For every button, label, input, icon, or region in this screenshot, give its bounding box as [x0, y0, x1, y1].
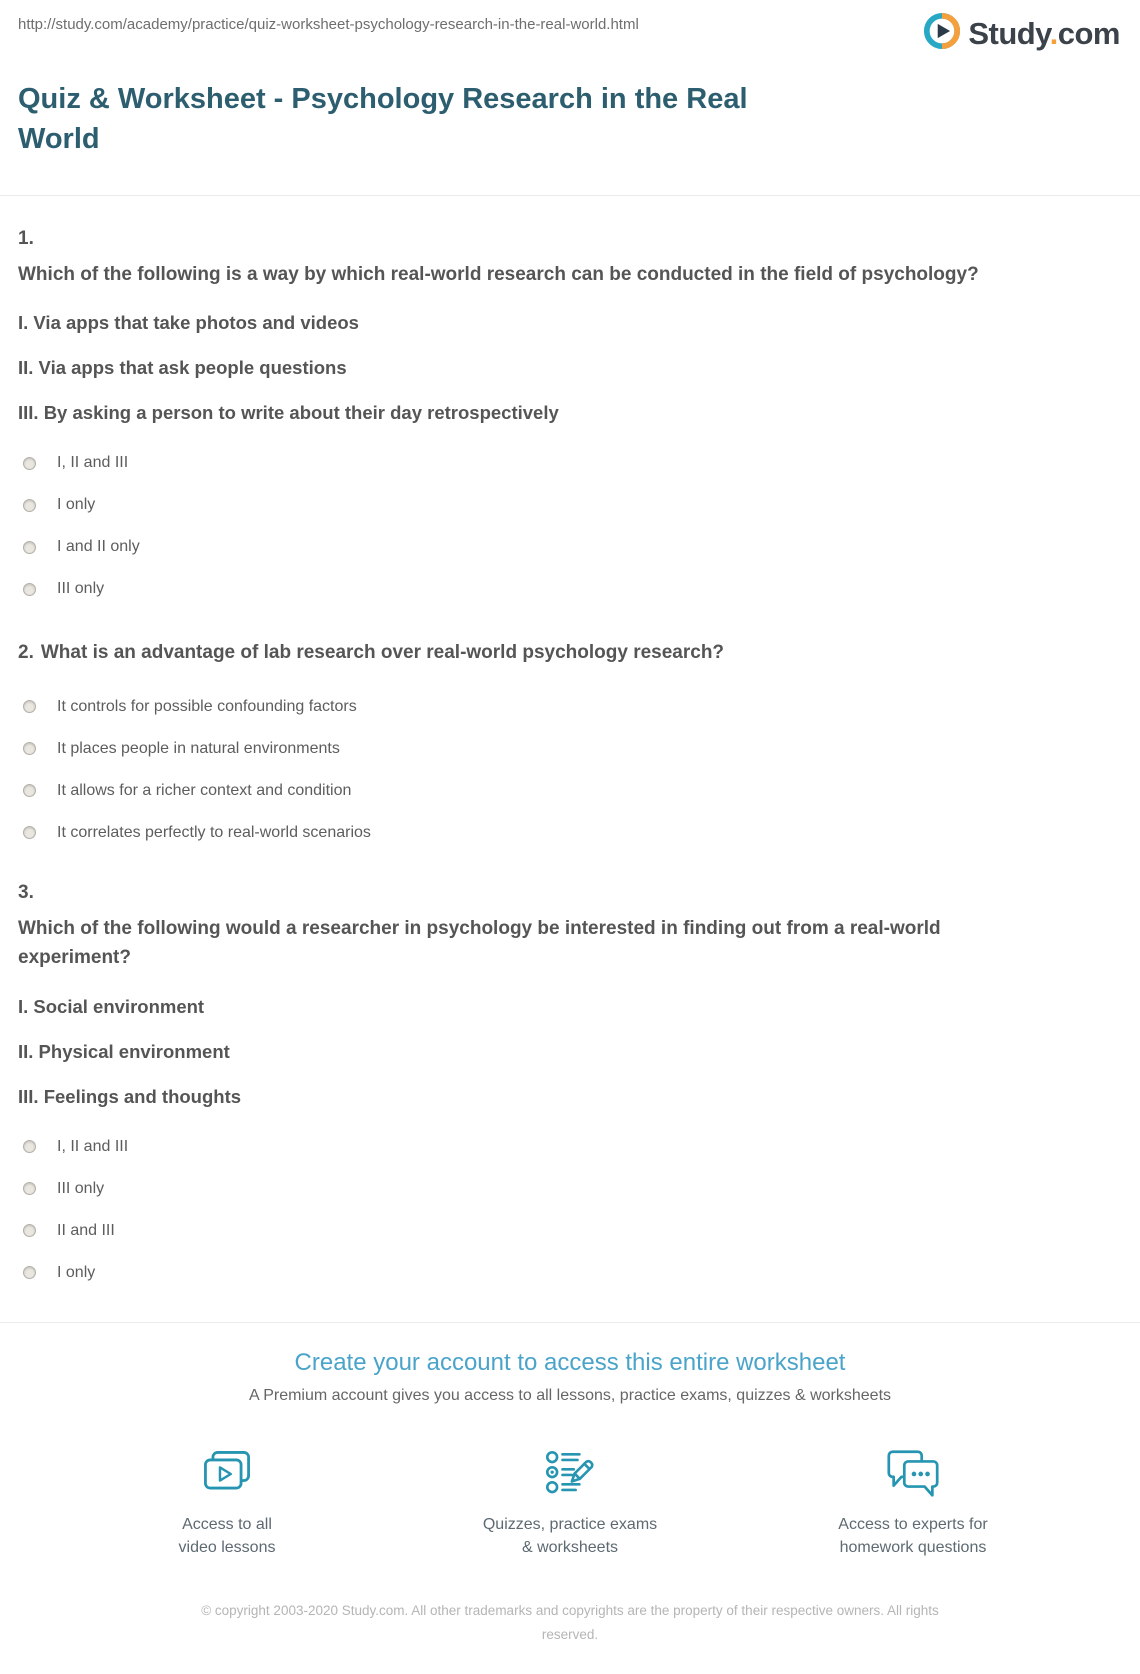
title-divider	[0, 195, 1140, 196]
radio-button-icon[interactable]	[23, 826, 36, 839]
chat-experts-icon	[882, 1443, 944, 1505]
logo-wordmark: Study.com	[968, 15, 1120, 51]
radio-button-icon[interactable]	[23, 1182, 36, 1195]
question-prompt: 2. What is an advantage of lab research over real-world psychology research?	[18, 642, 725, 664]
page-title: Quiz & Worksheet - Psychology Research in the Real World	[18, 83, 748, 156]
radio-button-icon[interactable]	[23, 1224, 36, 1237]
option-label: II and III	[57, 1221, 115, 1239]
radio-button-icon[interactable]	[23, 784, 36, 797]
question-statement: III. By asking a person to write about their day retrospectively	[18, 402, 559, 424]
options-list	[18, 454, 1122, 598]
signup-subheading: A Premium account gives you access to all lessons, practice exams, quizzes & worksheets	[248, 1386, 892, 1404]
quiz-body	[0, 228, 1140, 1282]
radio-button-icon[interactable]	[23, 583, 36, 596]
question-statement: II. Physical environment	[18, 1040, 230, 1062]
radio-button-icon[interactable]	[23, 499, 36, 512]
question-statement: III. Feelings and thoughts	[18, 1085, 242, 1107]
feature-label: Access to experts for homework questions	[838, 1515, 988, 1556]
answer-option[interactable]	[18, 538, 1122, 556]
feature-quizzes-worksheets	[453, 1443, 688, 1559]
answer-option[interactable]	[18, 496, 1122, 514]
option-label: It places people in natural environments	[57, 739, 340, 757]
option-label: It controls for possible confounding factors	[57, 697, 357, 715]
option-label: III only	[57, 580, 105, 598]
feature-label: Quizzes, practice exams & worksheets	[482, 1515, 658, 1556]
question-prompt: Which of the following is a way by which real-world research can be conducted in the field of psychology?	[18, 264, 979, 286]
page-header	[0, 0, 1140, 55]
question-block-3	[18, 882, 1122, 1282]
page-url: http://study.com/academy/practice/quiz-worksheet-psychology-research-in-the-real-world.html	[18, 16, 639, 33]
feature-list	[0, 1443, 1140, 1559]
quizzes-worksheets-icon	[540, 1443, 600, 1505]
option-label: III only	[57, 1179, 105, 1197]
options-list	[18, 698, 1122, 842]
question-number: 1.	[18, 228, 34, 250]
radio-button-icon[interactable]	[23, 457, 36, 470]
studycom-play-icon	[923, 12, 961, 55]
options-list	[18, 1138, 1122, 1282]
option-label: I, II and III	[57, 454, 129, 472]
feature-video-lessons	[110, 1443, 345, 1559]
radio-button-icon[interactable]	[23, 541, 36, 554]
question-number: 2.	[18, 642, 34, 664]
answer-option[interactable]	[18, 1264, 1122, 1282]
question-statement: II. Via apps that ask people questions	[18, 357, 347, 379]
answer-option[interactable]	[18, 454, 1122, 472]
radio-button-icon[interactable]	[23, 1140, 36, 1153]
question-statement: I. Via apps that take photos and videos	[18, 312, 359, 334]
answer-option[interactable]	[18, 698, 1122, 716]
option-label: I and II only	[57, 538, 140, 556]
answer-option[interactable]	[18, 740, 1122, 758]
question-number: 3.	[18, 881, 34, 903]
answer-option[interactable]	[18, 824, 1122, 842]
answer-option[interactable]	[18, 1180, 1122, 1198]
studycom-logo[interactable]	[923, 12, 1122, 55]
radio-button-icon[interactable]	[23, 1266, 36, 1279]
question-statement: I. Social environment	[18, 995, 205, 1017]
option-label: I only	[57, 496, 96, 514]
signup-section	[0, 1323, 1140, 1674]
answer-option[interactable]	[18, 1222, 1122, 1240]
feature-label: Access to all video lessons	[178, 1515, 276, 1556]
answer-option[interactable]	[18, 1138, 1122, 1156]
question-prompt: Which of the following would a researcher in psychology be interested in finding out from a real-world experiment?	[18, 917, 941, 969]
option-label: It correlates perfectly to real-world scenarios	[57, 823, 371, 841]
radio-button-icon[interactable]	[23, 700, 36, 713]
feature-homework-experts	[796, 1443, 1031, 1559]
answer-option[interactable]	[18, 580, 1122, 598]
signup-heading: Create your account to access this entire worksheet	[294, 1348, 846, 1376]
question-block-2	[18, 638, 1122, 841]
radio-button-icon[interactable]	[23, 742, 36, 755]
answer-option[interactable]	[18, 782, 1122, 800]
question-block-1	[18, 228, 1122, 598]
option-label: I, II and III	[57, 1137, 129, 1155]
video-lessons-icon	[197, 1443, 257, 1505]
option-label: It allows for a richer context and condition	[57, 781, 352, 799]
copyright-text: © copyright 2003-2020 Study.com. All other trademarks and copyrights are the property of their respective owners. All rights reserved.	[201, 1603, 939, 1643]
option-label: I only	[57, 1263, 96, 1281]
